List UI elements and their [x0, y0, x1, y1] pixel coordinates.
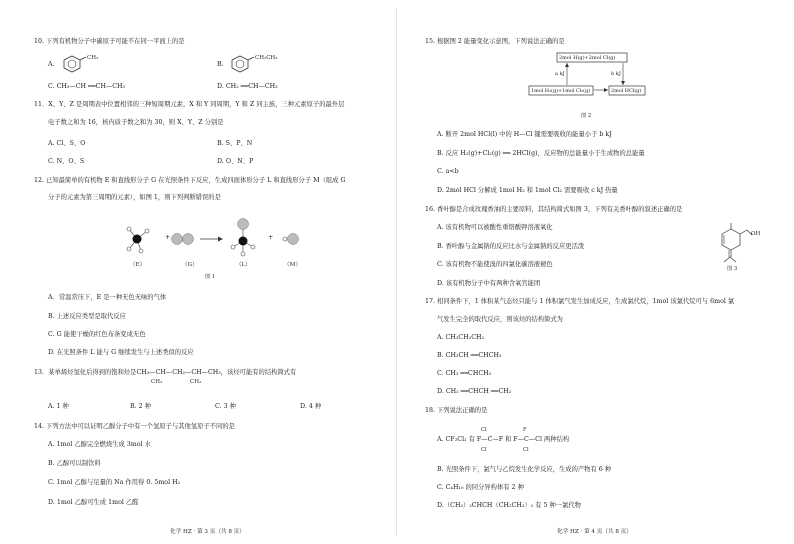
right-page-footer: 化学 HZ · 第 4 页（共 8 页）: [557, 529, 632, 535]
q12-option-c: C. G 能使干燥的红色布条变成无色: [48, 331, 146, 338]
q16-option-c: C. 该有机物不能使溴的四氯化碳溶液褪色: [437, 261, 553, 268]
q15-option-a: A. 断开 2mol HCl(l) 中的 H—Cl 键需要吸收的能量小于 b kJ: [437, 131, 612, 138]
q14-option-d: D. 1mol 乙醇可生成 1mol 乙醛: [48, 499, 139, 506]
q15-box-top: 2mol H(g)+2mol Cl(g): [559, 55, 616, 61]
q12-option-a: A．常温常压下，E 是一种无色无味的气体: [48, 294, 167, 301]
q12-figure-caption: 图 1: [205, 274, 216, 280]
q13-option-a: A. 1 种: [48, 403, 69, 410]
q17-stem-line-1: 17. 相同条件下，1 体积某气态烃只能与 1 体积氯气发生加成反应，生成氯代烷，1mol 该氯代烷可与 6mol 氯: [425, 298, 735, 305]
q17-option-c: C. CH₃ ══CHCH₃: [437, 370, 492, 377]
q15-box-left: 1mol H₂(g)+1mol Cl₂(g): [531, 88, 591, 94]
q10-stem: 10. 下列有机物分子中碳原子可能不在同一平面上的是: [34, 38, 185, 45]
q18-option-a: A. CF₃Cl₂ 有 F—C—F 和 F—C—Cl 两种结构: [437, 436, 570, 443]
q14-option-b: B. 乙醇可以制饮料: [48, 460, 101, 467]
reaction-arrow: [200, 237, 223, 242]
q18-option-b: B. 光照条件下，氯气与乙烷发生化学反应，生成的产物有 6 种: [437, 466, 612, 473]
q14-stem: 14. 下列方法中可以证明乙醇分子中有一个氢原子与其他氢原子不同的是: [34, 423, 235, 430]
q18-option-c: C. C₄H₁₀ 的同分异构体有 2 种: [437, 484, 524, 491]
q18-option-d: D.（CH₃）₂CHCH（CH₂CH₃）₂ 有 5 种一氯代物: [437, 502, 581, 509]
q17-stem-line-2: 气发生完全的取代反应，则该烃的结构简式为: [437, 316, 563, 323]
q10-option-c: C. CH₃—CH ══CH—CH₃: [48, 83, 126, 90]
q15-option-d: D. 2mol HCl 分解成 1mol H₂ 和 1mol Cl₂ 需要吸收 c kJ 热量: [437, 187, 618, 194]
q10-a-substituent: CH₃: [87, 55, 99, 61]
molecule-l: [231, 219, 255, 257]
q12-label-e: （E）: [130, 262, 146, 268]
q17-option-a: A. CH₃CH₂CH₃: [437, 334, 485, 341]
q14-option-a: A. 1mol 乙醇完全燃烧生成 3mol 水: [48, 441, 151, 448]
q15-label-a: a kJ: [555, 71, 565, 77]
q16-option-a: A. 该有机物可以被酸性重铬酸钾溶液氧化: [437, 224, 553, 231]
left-page-footer: 化学 HZ · 第 3 页（共 8 页）: [170, 529, 245, 535]
q18-a-cl-bottom-2: Cl: [523, 447, 529, 453]
q11-stem-line-2: 电子数之和为 16，核内质子数之和为 30，则 X、Y、Z 分别是: [48, 119, 224, 126]
q15-option-b: B. 反应 H₂(g)+Cl₂(g) ══ 2HCl(g)，反应物的总能量小于生成物的总能量: [437, 150, 645, 157]
q10-option-b-label: B.: [217, 61, 224, 68]
q16-option-d: D. 该有机物分子中有两种含氧官能团: [437, 280, 541, 287]
q15-option-c: C. a<b: [437, 168, 459, 175]
q11-option-c: C. N、O、S: [48, 158, 85, 165]
q11-option-a: A. Cl、S、O: [48, 140, 86, 147]
q15-label-b: b kJ: [611, 71, 621, 77]
q18-a-f-top: F: [523, 427, 527, 433]
q15-stem: 15. 根据图 2 能量变化示意图，下列说法正确的是: [425, 38, 565, 45]
q13-branch-2: CH₃: [190, 379, 202, 385]
q12-option-b: B. 上述反应类型是取代反应: [48, 313, 126, 320]
q12-label-g: （G）: [182, 262, 198, 268]
q12-plus-1: +: [165, 234, 171, 241]
q12-stem-line-1: 12. 已知最简单的有机物 E 和直线形分子 G 在光照条件下反应，生成四面体形分子 L 和直线形分子 M（组成 G: [34, 177, 346, 184]
q12-label-m: （M）: [284, 262, 301, 268]
q10-b-substituent: CH₂CH₃: [255, 55, 278, 61]
q18-a-cl-top: Cl: [481, 427, 487, 433]
q17-option-d: D. CH₂ ══CHCH ══CH₂: [437, 388, 512, 395]
q12-option-d: D. 在光照条件 L 能与 G 继续发生与上述类似的反应: [48, 349, 194, 356]
q13-stem: 13．某单烯烃氢化后得到的饱和烃是CH₃—CH—CH₂—CH—CH₃，该烃可能有的结构简式有: [34, 369, 297, 376]
q16-geraniol-structure: [707, 220, 762, 270]
q16-stem: 16. 香叶醇是合成玫瑰香油的主要原料，其结构简式如图 3，下列有关香叶醇的叙述正确的是: [425, 206, 683, 213]
q11-option-b: B. S、P、N: [217, 140, 253, 147]
q16-figure-caption: 图 3: [727, 266, 738, 272]
q15-figure-caption: 图 2: [581, 113, 592, 119]
q11-option-d: D. O、N、P: [217, 158, 254, 165]
q18-a-cl-bottom: Cl: [481, 447, 487, 453]
q13-option-c: C. 3 种: [215, 403, 236, 410]
q10-option-a-label: A.: [48, 61, 55, 68]
q12-stem-line-2: 分子的元素为第三周期的元素），如图 1，则下列判断错误的是: [48, 194, 221, 201]
q16-oh-label: OH: [751, 231, 761, 237]
right-page: [397, 0, 794, 544]
q14-option-c: C. 1mol 乙醇与足量的 Na 作用得 0. 5mol H₂: [48, 479, 181, 486]
q12-label-l: （L）: [236, 262, 251, 268]
q11-stem-line-1: 11．X、Y、Z 是周期表中位置相邻的三种短周期元素，X 和 Y 同周期，Y 和 Z 同主族，三种元素原子的最外层: [34, 101, 345, 108]
molecule-g: [172, 234, 194, 245]
q13-branch-1: CH₃: [151, 379, 163, 385]
q17-option-b: B. CH₃CH ══CHCH₃: [437, 352, 502, 359]
q12-plus-2: +: [268, 234, 274, 241]
q13-option-d: D. 4 种: [300, 403, 322, 410]
q13-option-b: B. 2 种: [130, 403, 151, 410]
q15-box-right: 2mol HCl(g): [611, 88, 642, 94]
q10-option-d: D. CH₂ ══CH—CH₃: [217, 83, 278, 90]
q18-stem: 18. 下列说法正确的是: [425, 407, 488, 414]
q16-option-b: B. 香叶醇与金属钠的反应比水与金属钠的反应更活泼: [437, 243, 585, 250]
molecule-e: [127, 227, 149, 253]
molecule-m: [283, 234, 299, 245]
